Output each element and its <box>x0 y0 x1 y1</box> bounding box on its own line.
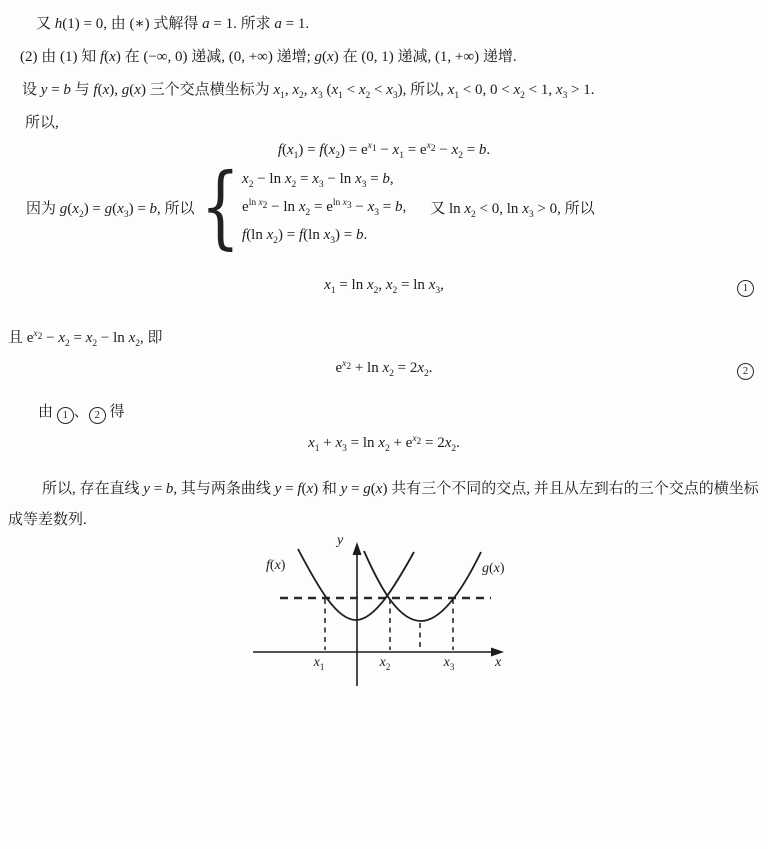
line-part2-monotonicity: (2) 由 (1) 知 f(x) 在 (−∞, 0) 递减, (0, +∞) 递增; g(x) 在 (0, 1) 递减, (1, +∞) 递增. <box>20 49 517 65</box>
line-intersections-setup: 设 y = b 与 f(x), g(x) 三个交点横坐标为 $x_1$, $x_2$, $x_3$ $(x_1 < x_2 < x_3)$, 所以, $x_1 < 0$, $0 < x_2 < 1$, $x_3 > 1$. <box>22 82 595 101</box>
conclusion-paragraph: 所以, 存在直线 y = b, 其与两条曲线 y = f(x) 和 y = g(x) 共有三个不同的交点, 并且从左到右的三个交点的横坐标成等差数列. <box>8 481 759 528</box>
equation-1: $x_1 = \ln x_2$, $x_2 = \ln x_3$, <box>324 277 444 296</box>
x-axis-label: x <box>495 655 502 670</box>
y-axis-arrow-icon <box>353 542 362 555</box>
cases-lead-text: 因为 $g(x_2) = g(x_3) = b$, 所以 <box>26 200 195 220</box>
line-h1-solution: 又 h(1) = 0, 由 (∗) 式解得 a = 1. 所求 a = 1. <box>36 16 310 32</box>
cases-rows <box>242 168 406 246</box>
line-from-1-2: 由 1 、 2 得 <box>38 402 125 424</box>
curve-f <box>298 549 414 620</box>
cases-row-2: $e^{ln x_2} - \ln x_2 = e^{ln x_3} - x_3 = b$, <box>242 198 407 218</box>
equation-f-values: $f(x_1) = f(x_2) = e^{x_1} - x_1 = e^{x_2} - x_2 = b$. <box>277 141 491 161</box>
cases-row-3: f(ln $x_2) = f(\ln$ $x_3) = b$. <box>242 227 368 246</box>
figure-canvas <box>245 531 515 706</box>
y-axis-label: y <box>337 533 344 548</box>
curve-g-label: g(x) <box>482 561 505 576</box>
cases-block <box>26 153 595 260</box>
y-axis <box>353 542 362 686</box>
curve-g <box>364 551 481 621</box>
equation-2-tag: 2 <box>737 360 754 380</box>
equation-2: $e^{x_2} + \ln x_2 = 2x_2$. <box>335 359 433 379</box>
function-graph-figure <box>245 531 515 706</box>
left-brace: { <box>200 153 241 260</box>
x-axis <box>253 648 504 657</box>
equation-arithmetic: $x_1 + x_3 = \ln x_2 + e^{x_2} = 2x_2$. <box>308 434 460 454</box>
equation-1-tag: 1 <box>737 277 754 297</box>
line-therefore: 所以, <box>25 115 59 131</box>
tick-label-x1: $x_1$ <box>313 655 325 672</box>
tick-label-x3: $x_3$ <box>443 655 455 672</box>
cases-row-1: $x_2 - \ln x_2 = x_3 - \ln x_3 = b$, <box>242 171 394 190</box>
line-and-identity: 且 $e^{x_2} - x_2 = x_2 - \ln x_2$, 即 <box>8 329 163 349</box>
curve-f-label: f(x) <box>266 558 286 573</box>
dashed-drop-lines <box>325 599 453 650</box>
cases-side-note: 又 $\ln x_2 < 0$, $\ln x_3 > 0$, 所以 <box>430 200 595 220</box>
tick-label-x2: $x_2$ <box>379 655 391 672</box>
